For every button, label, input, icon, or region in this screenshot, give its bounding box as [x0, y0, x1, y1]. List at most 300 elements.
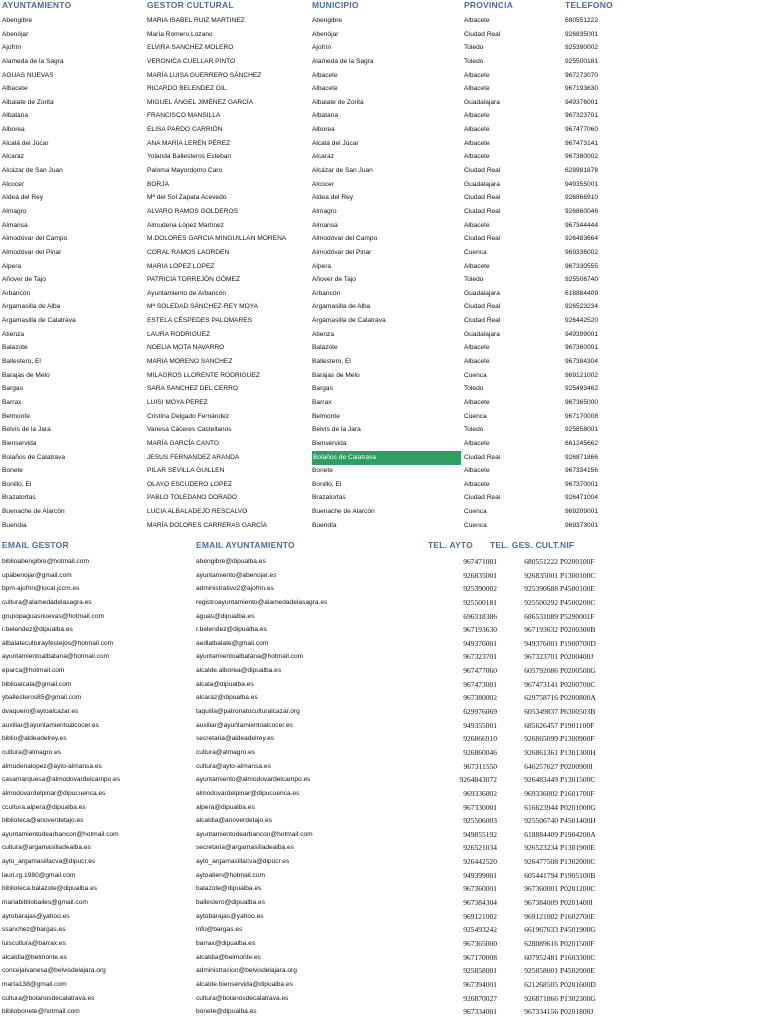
- cell-tel-ges-cult[interactable]: 925506740: [524, 816, 558, 826]
- cell-telefono[interactable]: 925506740: [565, 276, 599, 284]
- cell-ayuntamiento[interactable]: Alameda de la Sagra: [2, 57, 64, 65]
- cell-provincia[interactable]: Ciudad Real: [464, 453, 501, 461]
- cell-ayuntamiento[interactable]: Albalate de Zorita: [2, 98, 54, 106]
- cell-email-gestor[interactable]: dvaquero@aytoalcazar.es: [2, 708, 79, 716]
- cell-ayuntamiento[interactable]: Alcaraz: [2, 153, 24, 161]
- cell-municipio[interactable]: Albalate de Zorita: [312, 98, 364, 106]
- cell-nif[interactable]: P4501400H: [560, 816, 596, 826]
- cell-nif[interactable]: P0200100F: [560, 557, 595, 566]
- cell-email-ayuntamiento[interactable]: barrax@dipualba.es: [196, 939, 256, 947]
- cell-email-gestor[interactable]: casamarquesa@almodovardelcampo.es: [2, 776, 121, 784]
- cell-tel-ges-cult[interactable]: 685626457: [524, 720, 558, 730]
- cell-gestor-cultural[interactable]: Vanesa Cáceres Castellanos: [147, 426, 232, 434]
- cell-tel-ayto[interactable]: 969121002: [463, 911, 497, 921]
- cell-nif[interactable]: P0200900I: [560, 761, 593, 771]
- cell-municipio[interactable]: Bonete: [312, 467, 333, 475]
- cell-tel-ges-cult[interactable]: 605441794: [524, 870, 558, 880]
- cell-tel-ges-cult[interactable]: 607952481: [524, 952, 558, 962]
- cell-telefono[interactable]: 967193630: [565, 85, 599, 93]
- cell-municipio[interactable]: Añover de Tajo: [312, 276, 356, 284]
- cell-provincia[interactable]: Ciudad Real: [464, 167, 501, 175]
- cell-municipio[interactable]: Bienservida: [312, 439, 347, 447]
- cell-provincia[interactable]: Ciudad Real: [464, 494, 501, 502]
- cell-gestor-cultural[interactable]: M.DOLORES GARCIA MINGUILLAN MORENA: [147, 235, 287, 243]
- cell-email-ayuntamiento[interactable]: ayuntamiento@almodovardelcampo.es: [196, 776, 311, 784]
- cell-telefono[interactable]: 969336002: [565, 248, 599, 256]
- cell-gestor-cultural[interactable]: MARIA MORENO SANCHEZ: [147, 358, 233, 366]
- cell-municipio[interactable]: Argamasilla de Calatrava: [312, 317, 386, 325]
- cell-gestor-cultural[interactable]: PABLO TOLEDANO DORADO: [147, 494, 238, 502]
- cell-email-gestor[interactable]: ssanchez@bargas.es: [2, 926, 66, 934]
- cell-ayuntamiento[interactable]: Aldea del Rey: [2, 194, 44, 202]
- cell-tel-ges-cult[interactable]: 926871866: [524, 993, 558, 1003]
- cell-tel-ges-cult[interactable]: 967384009: [524, 898, 558, 908]
- cell-municipio[interactable]: Barrax: [312, 398, 332, 406]
- cell-tel-ayto[interactable]: 926870027: [463, 993, 497, 1003]
- cell-provincia[interactable]: Toledo: [464, 44, 484, 52]
- cell-email-gestor[interactable]: almudenalopez@ayto-almansa.es: [2, 762, 102, 770]
- cell-tel-ayto[interactable]: 967360001: [463, 884, 497, 894]
- cell-provincia[interactable]: Guadalajara: [464, 330, 500, 338]
- cell-municipio[interactable]: Bargas: [312, 385, 333, 393]
- cell-tel-ges-cult[interactable]: 926483449: [524, 775, 558, 785]
- cell-gestor-cultural[interactable]: Mª SOLEDAD SÁNCHEZ-REY MOYA: [147, 303, 259, 311]
- cell-gestor-cultural[interactable]: LUISI MOYA PEREZ: [147, 398, 208, 406]
- cell-email-ayuntamiento[interactable]: alpera@dipualba.es: [196, 803, 255, 811]
- cell-ayuntamiento[interactable]: Añover de Tajo: [2, 276, 46, 284]
- cell-email-ayuntamiento[interactable]: abengibre@dipualba.es: [196, 558, 266, 565]
- cell-email-ayuntamiento[interactable]: ayuntamientoalbatana@hotmail.com: [196, 653, 304, 661]
- cell-nif[interactable]: P0200500G: [560, 666, 596, 676]
- cell-municipio[interactable]: Abengibre: [312, 17, 343, 24]
- cell-telefono[interactable]: 967384304: [565, 358, 599, 366]
- cell-telefono[interactable]: 967344444: [565, 221, 599, 229]
- cell-telefono[interactable]: 967477060: [565, 126, 599, 134]
- cell-email-ayuntamiento[interactable]: bonete@dipualba.es: [196, 1008, 257, 1016]
- cell-gestor-cultural[interactable]: MIGUEL ÁNGEL JIMÉNEZ GARCÍA: [147, 98, 254, 106]
- cell-email-ayuntamiento[interactable]: cultura@ayto-almansa.es: [196, 762, 271, 770]
- cell-nif[interactable]: P0200700C: [560, 679, 596, 689]
- cell-gestor-cultural[interactable]: Yolanda Ballesteros Esteban: [147, 153, 232, 161]
- cell-ayuntamiento[interactable]: Alcocer: [2, 180, 24, 188]
- cell-tel-ges-cult[interactable]: 925500292: [524, 597, 558, 607]
- cell-tel-ges-cult[interactable]: 621268505: [524, 979, 558, 989]
- cell-provincia[interactable]: Guadalajara: [464, 180, 500, 188]
- cell-municipio[interactable]: Brazatortas: [312, 494, 346, 502]
- cell-telefono[interactable]: 949376001: [565, 98, 599, 106]
- cell-email-gestor[interactable]: lauri.rg.1980@gmail.com: [2, 871, 76, 879]
- cell-ayuntamiento[interactable]: Bonillo, El: [2, 480, 32, 488]
- cell-tel-ges-cult[interactable]: 618884409: [524, 829, 558, 839]
- cell-ayuntamiento[interactable]: Albatana: [2, 112, 29, 120]
- cell-ayuntamiento[interactable]: AGUAS NUEVAS: [2, 71, 54, 79]
- cell-provincia[interactable]: Albacete: [464, 112, 490, 120]
- cell-provincia[interactable]: Toledo: [464, 426, 484, 434]
- cell-ayuntamiento[interactable]: Albacete: [2, 85, 28, 93]
- cell-nif[interactable]: P5290001F: [560, 611, 595, 621]
- cell-email-ayuntamiento[interactable]: almodovardelpinar@dipucuenca.es: [196, 789, 300, 797]
- cell-municipio[interactable]: Balazote: [312, 344, 338, 352]
- cell-email-ayuntamiento[interactable]: r.belendez@dipualba.es: [196, 626, 267, 634]
- cell-nif[interactable]: P0200300B: [560, 625, 596, 635]
- cell-provincia[interactable]: Albacete: [464, 221, 490, 229]
- cell-ayuntamiento[interactable]: Buendía: [2, 521, 27, 529]
- cell-email-gestor[interactable]: ayuntamientoalbatana@hotmail.com: [2, 653, 110, 661]
- cell-tel-ayto[interactable]: 926442520: [463, 857, 497, 867]
- cell-ayuntamiento[interactable]: Almodóvar del Pinar: [2, 248, 62, 256]
- cell-ayuntamiento[interactable]: Belmonte: [2, 412, 30, 420]
- cell-municipio[interactable]: Alcaraz: [312, 153, 334, 161]
- cell-tel-ayto[interactable]: 925500181: [463, 597, 497, 607]
- cell-ayuntamiento[interactable]: Atienza: [2, 330, 24, 338]
- cell-provincia[interactable]: Toledo: [464, 57, 484, 65]
- cell-ayuntamiento[interactable]: Almansa: [2, 221, 28, 229]
- cell-tel-ayto[interactable]: 949855192: [463, 829, 497, 839]
- cell-gestor-cultural[interactable]: FRANCISCO MANSILLA: [147, 112, 221, 120]
- cell-gestor-cultural[interactable]: Cristina Delgado Fernández: [147, 412, 230, 420]
- cell-municipio[interactable]: Almodóvar del Pinar: [312, 248, 372, 256]
- cell-tel-ayto[interactable]: 967311550: [463, 761, 497, 771]
- cell-gestor-cultural[interactable]: LUCIA ALBALADEJO RESCALVO: [147, 508, 248, 516]
- cell-telefono[interactable]: 926871866: [565, 453, 599, 461]
- cell-gestor-cultural[interactable]: NOELIA MOTA NAVARRO: [147, 344, 225, 352]
- cell-telefono[interactable]: 967360001: [565, 344, 599, 352]
- cell-tel-ges-cult[interactable]: 926477508: [524, 857, 558, 867]
- cell-gestor-cultural[interactable]: Almudena López Martínez: [147, 221, 224, 229]
- cell-nif[interactable]: P0201800J: [560, 1007, 594, 1017]
- cell-gestor-cultural[interactable]: ALVARO RAMOS GOLDEROS: [147, 207, 238, 215]
- cell-telefono[interactable]: 926471004: [565, 494, 599, 502]
- cell-municipio[interactable]: Alcocer: [312, 180, 334, 188]
- cell-email-gestor[interactable]: biblioabengibre@hotmail.com: [2, 558, 89, 565]
- cell-telefono[interactable]: 967330555: [565, 262, 599, 270]
- cell-gestor-cultural[interactable]: MARÍA GARCÍA CANTO: [147, 439, 220, 447]
- cell-email-gestor[interactable]: ccultura.alpera@dipualba.es: [2, 803, 86, 811]
- cell-tel-ayto[interactable]: 967473001: [463, 679, 497, 689]
- cell-provincia[interactable]: Ciudad Real: [464, 235, 501, 243]
- cell-provincia[interactable]: Guadalajara: [464, 98, 500, 106]
- cell-nif[interactable]: P4501900G: [560, 925, 596, 935]
- cell-ayuntamiento[interactable]: Brazatortas: [2, 494, 36, 502]
- cell-tel-ayto[interactable]: 967365000: [463, 938, 497, 948]
- cell-municipio[interactable]: Ballestero, El: [312, 358, 351, 366]
- cell-gestor-cultural[interactable]: PILAR SEVILLA GUILLEN: [147, 467, 225, 475]
- cell-email-ayuntamiento[interactable]: secretaria@argamasilladealba.es: [196, 844, 294, 852]
- cell-nif[interactable]: P0201000G: [560, 802, 596, 812]
- cell-gestor-cultural[interactable]: Mª del Sol Zapata Acevedo: [147, 194, 227, 202]
- cell-tel-ges-cult[interactable]: 969336002: [524, 788, 558, 798]
- cell-gestor-cultural[interactable]: Ayuntamiento de Arbancón: [147, 289, 227, 297]
- cell-email-ayuntamiento[interactable]: aytobarajas@yahoo.es: [196, 912, 264, 920]
- cell-tel-ayto[interactable]: 629976069: [463, 707, 497, 717]
- cell-nif[interactable]: P1602700E: [560, 911, 596, 921]
- cell-email-gestor[interactable]: cultura@almagro.es: [2, 748, 62, 756]
- cell-municipio[interactable]: Belvís de la Jara: [312, 426, 361, 434]
- cell-ayuntamiento[interactable]: Balazote: [2, 344, 28, 352]
- cell-email-gestor[interactable]: auxiliar@ayuntamientoalcocer.es: [2, 721, 99, 729]
- cell-tel-ges-cult[interactable]: 926861361: [524, 747, 558, 757]
- cell-tel-ayto[interactable]: 949399001: [463, 870, 497, 880]
- cell-tel-ges-cult[interactable]: 629758716: [524, 693, 558, 703]
- cell-tel-ayto[interactable]: 926860046: [463, 747, 497, 757]
- cell-email-ayuntamiento[interactable]: alcaraz@dipualba.es: [196, 694, 258, 702]
- cell-email-gestor[interactable]: mariabibliobailes@gmail.com: [2, 899, 88, 907]
- cell-telefono[interactable]: 967473141: [565, 139, 599, 147]
- cell-tel-ayto[interactable]: 967323701: [463, 652, 497, 662]
- cell-email-ayuntamiento[interactable]: ballestero@dipualba.es: [196, 899, 266, 907]
- cell-provincia[interactable]: Albacete: [464, 344, 490, 352]
- cell-email-gestor[interactable]: eparca@hotmail.com: [2, 667, 65, 675]
- cell-telefono[interactable]: 926835001: [565, 30, 599, 38]
- cell-email-gestor[interactable]: biblioteca@anoverdetajo.es: [2, 817, 84, 825]
- cell-nif[interactable]: P0201200C: [560, 884, 596, 894]
- cell-provincia[interactable]: Cuenca: [464, 248, 487, 256]
- cell-provincia[interactable]: Cuenca: [464, 412, 487, 420]
- cell-gestor-cultural[interactable]: LAURA RODRIGUEZ: [147, 330, 211, 338]
- cell-email-ayuntamiento[interactable]: ayuntamiento@abenojar.es: [196, 571, 277, 579]
- cell-ayuntamiento[interactable]: Barrax: [2, 398, 22, 406]
- cell-provincia[interactable]: Ciudad Real: [464, 303, 501, 311]
- cell-telefono[interactable]: 925493462: [565, 385, 599, 393]
- cell-municipio[interactable]: Abenójar: [312, 30, 339, 38]
- cell-provincia[interactable]: Cuenca: [464, 508, 487, 516]
- cell-tel-ayto[interactable]: 926835001: [463, 570, 497, 580]
- cell-telefono[interactable]: 926483664: [565, 235, 599, 243]
- cell-nif[interactable]: P0201600D: [560, 979, 596, 989]
- cell-tel-ayto[interactable]: 967193630: [463, 625, 497, 635]
- cell-nif[interactable]: P1301900E: [560, 843, 596, 853]
- cell-municipio[interactable]: Argamasilla de Alba: [312, 303, 371, 311]
- cell-tel-ges-cult[interactable]: 967334156: [524, 1007, 558, 1017]
- cell-telefono[interactable]: 967365000: [565, 398, 599, 406]
- cell-municipio[interactable]: Alborea: [312, 126, 335, 134]
- cell-tel-ges-cult[interactable]: 605792086: [524, 666, 558, 676]
- cell-telefono[interactable]: 925858001: [565, 426, 599, 434]
- cell-email-gestor[interactable]: albalateculturayfestejos@hotmail.com: [2, 639, 114, 647]
- cell-gestor-cultural[interactable]: SARA SANCHEZ DEL CERRO: [147, 385, 238, 393]
- cell-nif[interactable]: P6300503B: [560, 707, 596, 717]
- cell-gestor-cultural[interactable]: ESTELA CÉSPEDES PALOMARES: [147, 317, 253, 325]
- cell-tel-ges-cult[interactable]: 925858001: [524, 966, 558, 976]
- cell-provincia[interactable]: Toledo: [464, 385, 484, 393]
- cell-provincia[interactable]: Albacete: [464, 126, 490, 134]
- cell-telefono[interactable]: 967170008: [565, 412, 599, 420]
- cell-municipio[interactable]: Almodóvar del Campo: [312, 235, 378, 243]
- cell-gestor-cultural[interactable]: VERONICA CUELLAR PINTO: [147, 57, 236, 65]
- cell-telefono[interactable]: 967323701: [565, 112, 599, 120]
- cell-provincia[interactable]: Albacete: [464, 439, 490, 447]
- cell-email-ayuntamiento[interactable]: alcalde.alborea@dipualba.es: [196, 667, 282, 675]
- cell-telefono[interactable]: 969209001: [565, 508, 599, 516]
- cell-telefono[interactable]: 969121002: [565, 371, 599, 379]
- cell-nif[interactable]: P1300100C: [560, 570, 596, 580]
- cell-tel-ayto[interactable]: 967394001: [463, 979, 497, 989]
- cell-gestor-cultural[interactable]: PATRICIA TORREJÓN GÓMEZ: [147, 276, 240, 284]
- cell-provincia[interactable]: Toledo: [464, 276, 484, 284]
- cell-provincia[interactable]: Albacete: [464, 398, 490, 406]
- cell-email-ayuntamiento[interactable]: aytoatien@hotmail.com: [196, 871, 265, 879]
- cell-tel-ayto[interactable]: 967471001: [463, 557, 497, 566]
- cell-tel-ges-cult[interactable]: 949376001: [524, 638, 558, 648]
- cell-nif[interactable]: P1301500C: [560, 775, 596, 785]
- cell-gestor-cultural[interactable]: Paloma Mayordomo Caro: [147, 167, 223, 175]
- cell-provincia[interactable]: Ciudad Real: [464, 194, 501, 202]
- cell-ayuntamiento[interactable]: Alborea: [2, 126, 25, 134]
- cell-provincia[interactable]: Albacete: [464, 480, 490, 488]
- cell-tel-ges-cult[interactable]: 680551222: [524, 557, 558, 566]
- cell-tel-ayto[interactable]: 926521034: [463, 843, 497, 853]
- cell-email-ayuntamiento[interactable]: info@bargas.es: [196, 926, 243, 934]
- cell-email-ayuntamiento[interactable]: administrativo2@ajofrin.es: [196, 585, 274, 593]
- cell-tel-ayto[interactable]: 967170008: [463, 952, 497, 962]
- cell-email-gestor[interactable]: r.belendez@dipualba.es: [2, 626, 73, 634]
- cell-municipio[interactable]: Arbancón: [312, 289, 341, 297]
- cell-telefono[interactable]: 949399001: [565, 330, 599, 338]
- cell-tel-ayto[interactable]: 969336002: [463, 788, 497, 798]
- cell-gestor-cultural[interactable]: JESUS FERNANDEZ ARANDA: [147, 453, 240, 461]
- cell-telefono[interactable]: 925500181: [565, 57, 599, 65]
- cell-nif[interactable]: P1901100F: [560, 720, 595, 730]
- cell-tel-ges-cult[interactable]: 967323701: [524, 652, 558, 662]
- cell-ayuntamiento[interactable]: Ballestero, El: [2, 358, 41, 366]
- cell-tel-ges-cult[interactable]: 661967633: [524, 925, 558, 935]
- cell-provincia[interactable]: Ciudad Real: [464, 317, 501, 325]
- cell-municipio[interactable]: Belmonte: [312, 412, 340, 420]
- cell-email-ayuntamiento[interactable]: administracion@belvisdelajara.org: [196, 967, 297, 975]
- cell-gestor-cultural[interactable]: MILAGROS LLORENTE RODRIGUEZ: [147, 371, 260, 379]
- cell-gestor-cultural[interactable]: MARÍA LUISA GUERRERO SÁNCHEZ: [147, 71, 262, 79]
- cell-gestor-cultural[interactable]: ANA MARÍA LERÉN PÉREZ: [147, 139, 231, 147]
- cell-provincia[interactable]: Ciudad Real: [464, 30, 501, 38]
- cell-gestor-cultural[interactable]: CORAL RAMOS LAORDEN: [147, 248, 230, 256]
- cell-email-gestor[interactable]: biblio@aldeadelrey.es: [2, 735, 67, 743]
- cell-email-gestor[interactable]: grupopaguasnuevas@hotmail.com: [2, 612, 104, 620]
- cell-tel-ayto[interactable]: 925506003: [463, 816, 497, 826]
- cell-ayuntamiento[interactable]: Arbancón: [2, 289, 31, 297]
- cell-provincia[interactable]: Cuenca: [464, 521, 487, 529]
- cell-email-gestor[interactable]: ayuntamientodearbancon@hotmail.com: [2, 830, 119, 838]
- cell-telefono[interactable]: 925390002: [565, 44, 599, 52]
- cell-ayuntamiento[interactable]: Bienservida: [2, 439, 37, 447]
- cell-telefono[interactable]: 926442520: [565, 317, 599, 325]
- cell-email-gestor[interactable]: cultura@bolanosdecalatrava.es: [2, 994, 95, 1002]
- cell-provincia[interactable]: Albacete: [464, 85, 490, 93]
- cell-nif[interactable]: P1905100B: [560, 870, 596, 880]
- cell-tel-ges-cult[interactable]: 969121002: [524, 911, 558, 921]
- cell-tel-ges-cult[interactable]: 967473141: [524, 679, 558, 689]
- cell-email-ayuntamiento[interactable]: alcalde.bienservida@dipualba.es: [196, 980, 293, 988]
- cell-provincia[interactable]: Albacete: [464, 467, 490, 475]
- cell-ayuntamiento[interactable]: Alpera: [2, 262, 22, 270]
- cell-ayuntamiento[interactable]: Alcalá del Júcar: [2, 139, 49, 147]
- cell-tel-ayto[interactable]: 925493242: [463, 925, 497, 935]
- cell-ayuntamiento[interactable]: Bolaños de Calatrava: [2, 453, 66, 461]
- cell-provincia[interactable]: Albacete: [464, 17, 490, 24]
- cell-telefono[interactable]: 926860046: [565, 207, 599, 215]
- cell-email-ayuntamiento[interactable]: alcaldia@anoverdetajo.es: [196, 817, 272, 825]
- cell-provincia[interactable]: Albacete: [464, 262, 490, 270]
- cell-gestor-cultural[interactable]: María Romero Lozano: [147, 30, 213, 38]
- cell-telefono[interactable]: 680551222: [565, 17, 599, 24]
- cell-municipio[interactable]: Almansa: [312, 221, 338, 229]
- cell-tel-ges-cult[interactable]: 967360001: [524, 884, 558, 894]
- cell-tel-ges-cult[interactable]: 926523234: [524, 843, 558, 853]
- cell-ayuntamiento[interactable]: Alcázar de San Juan: [2, 167, 63, 175]
- cell-tel-ayto[interactable]: 925390002: [463, 584, 497, 594]
- cell-email-gestor[interactable]: almodovardelpinar@dipucuenca.es: [2, 789, 106, 797]
- cell-tel-ayto[interactable]: 949355001: [463, 720, 497, 730]
- cell-provincia[interactable]: Albacete: [464, 139, 490, 147]
- cell-municipio[interactable]: Barajas de Melo: [312, 371, 360, 379]
- cell-ayuntamiento[interactable]: Buenache de Alarcón: [2, 508, 65, 516]
- cell-municipio[interactable]: Atienza: [312, 330, 334, 338]
- cell-telefono[interactable]: 926866910: [565, 194, 599, 202]
- cell-tel-ayto[interactable]: 967330001: [463, 802, 497, 812]
- cell-ayuntamiento[interactable]: Ajofrín: [2, 44, 22, 52]
- cell-email-ayuntamiento[interactable]: taquilla@patronatoculturalcazar.org: [196, 708, 300, 716]
- cell-municipio[interactable]: Alcalá del Júcar: [312, 139, 359, 147]
- cell-nif[interactable]: P1302000C: [560, 857, 596, 867]
- cell-gestor-cultural[interactable]: MARIA ISABEL RUIZ MARTINEZ: [147, 17, 245, 24]
- cell-ayuntamiento[interactable]: Bonete: [2, 467, 23, 475]
- cell-telefono[interactable]: 661245662: [565, 439, 599, 447]
- cell-ayuntamiento[interactable]: Argamasilla de Calatrava: [2, 317, 76, 325]
- cell-nif[interactable]: P0201400I: [560, 898, 593, 908]
- cell-tel-ayto[interactable]: 967477060: [463, 666, 497, 676]
- cell-tel-ayto[interactable]: 696318386: [463, 611, 497, 621]
- cell-tel-ges-cult[interactable]: 616623944: [524, 802, 558, 812]
- cell-telefono[interactable]: 967370001: [565, 480, 599, 488]
- cell-email-ayuntamiento[interactable]: secretaria@aldeadelrey.es: [196, 735, 275, 743]
- cell-nif[interactable]: P1900700D: [560, 638, 596, 648]
- cell-tel-ayto[interactable]: 967334001: [463, 1007, 497, 1017]
- cell-gestor-cultural[interactable]: OLAYO ESCUDERO LOPEZ: [147, 480, 232, 488]
- cell-provincia[interactable]: Albacete: [464, 358, 490, 366]
- cell-telefono[interactable]: 969373001: [565, 521, 599, 529]
- cell-nif[interactable]: P0201500F: [560, 938, 595, 948]
- cell-email-ayuntamiento[interactable]: cultura@bolanosdecalatrava.es: [196, 994, 289, 1002]
- cell-tel-ges-cult[interactable]: 926835001: [524, 570, 558, 580]
- selected-cell-municipio[interactable]: Bolaños de Calatrava: [312, 451, 461, 465]
- cell-gestor-cultural[interactable]: BORJA: [147, 180, 169, 188]
- cell-email-gestor[interactable]: luiscultura@barrax.es: [2, 939, 66, 947]
- cell-nif[interactable]: P4500200C: [560, 597, 596, 607]
- cell-municipio[interactable]: Buenache de Alarcón: [312, 508, 375, 516]
- cell-provincia[interactable]: Ciudad Real: [464, 207, 501, 215]
- cell-municipio[interactable]: Bonillo, El: [312, 480, 342, 488]
- cell-email-ayuntamiento[interactable]: alcaldia@belmonte.es: [196, 953, 261, 961]
- cell-municipio[interactable]: Alameda de la Sagra: [312, 57, 374, 65]
- cell-municipio[interactable]: Almagro: [312, 207, 337, 215]
- cell-tel-ges-cult[interactable]: 628089616: [524, 938, 558, 948]
- cell-municipio[interactable]: Albatana: [312, 112, 339, 120]
- cell-municipio[interactable]: Albacete: [312, 85, 338, 93]
- cell-email-gestor[interactable]: marta138@gmail.com: [2, 980, 67, 988]
- cell-municipio[interactable]: Albacete: [312, 71, 338, 79]
- cell-ayuntamiento[interactable]: Almagro: [2, 207, 27, 215]
- cell-email-gestor[interactable]: cultura@argamasilladealba.es: [2, 844, 91, 852]
- cell-ayuntamiento[interactable]: Abenójar: [2, 30, 29, 38]
- cell-email-ayuntamiento[interactable]: registroayuntamiento@alamedadelasagra.es: [196, 598, 328, 606]
- cell-email-gestor[interactable]: ayto_argamasillacva@dipucr.es: [2, 858, 96, 866]
- cell-nif[interactable]: P0200400J: [560, 652, 594, 662]
- cell-provincia[interactable]: Cuenca: [464, 371, 487, 379]
- cell-email-gestor[interactable]: concejalvanesa@belvisdelajara.org: [2, 967, 106, 975]
- cell-telefono[interactable]: 967380002: [565, 153, 599, 161]
- cell-gestor-cultural[interactable]: RICARDO BELENDEZ GIL: [147, 85, 227, 93]
- cell-email-gestor[interactable]: biblioalcala@gmail.com: [2, 680, 72, 688]
- cell-telefono[interactable]: 949355001: [565, 180, 599, 188]
